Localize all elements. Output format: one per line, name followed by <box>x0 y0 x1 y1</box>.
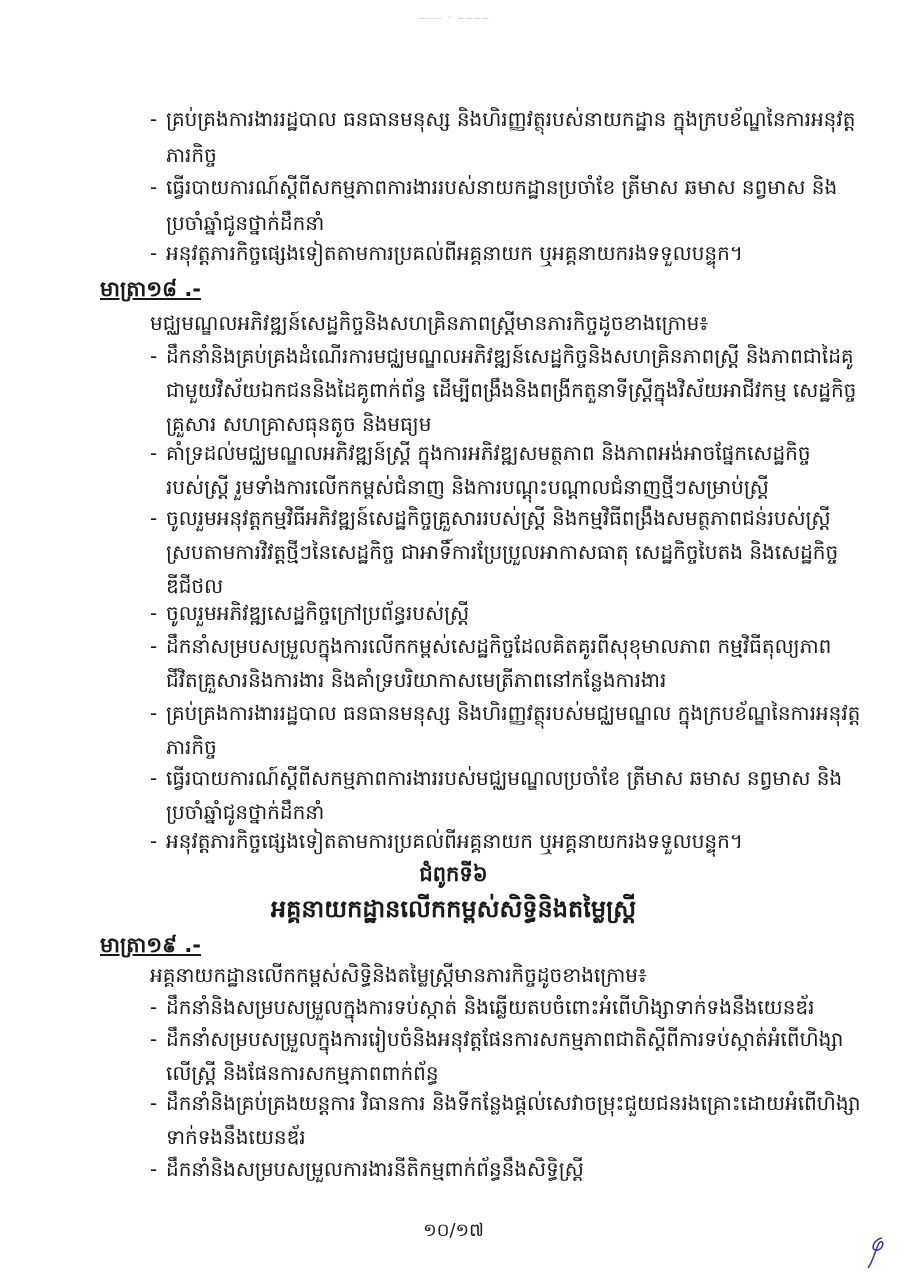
bullet-dash: - <box>150 107 158 131</box>
list-item: - ដឹកនាំនិងគ្រប់គ្រងដំណើរការមជ្ឈមណ្ឌលអភិវឌ្ឍន៍សេដ្ឋកិច្ចនិងសហគ្រិនភាពស្ត្រី និងភាពជាដៃគូ ជាមួយវិស័យឯកជននិងដៃគូពាក់ព័ន្ធ ដើម្បីពង្រឹងនិងពង្រីកតួនាទីស្ត្រីក្នុងវិស័យអាជីវកម្ម សេដ្ឋកិច្ច គ្រួសារ សហគ្រាសធុនតូច និងមធ្យម <box>150 344 857 436</box>
list-item: - ដឹកនាំសម្របសម្រួលក្នុងការលើកកម្ពស់សេដ្ឋកិច្ចដែលគិតគូរពីសុខុមាលភាព កម្មវិធីតុល្យភាព ជីវិតគ្រួសារនិងការងារ និងគាំទ្របរិយាកាសមេត្រីភាពនៅកន្លែងការងារ <box>150 634 832 692</box>
bullet-dash: - <box>150 1157 158 1181</box>
bullet-dash: - <box>150 601 158 625</box>
bullet-dash: - <box>150 506 158 530</box>
department-title: អគ្គនាយកដ្ឋានលើកកម្ពស់សិទ្ធិនិងតម្លៃស្ត្រី <box>270 895 637 923</box>
list-item: - ធ្វើរបាយការណ៍ស្តីពីសកម្មភាពការងាររបស់មជ្ឈមណ្ឌលប្រចាំខែ ត្រីមាស ឆមាស នព្វមាស និង ប្រចាំឆ្នាំជូនថ្នាក់ដឹកនាំ <box>150 766 843 824</box>
article-18-title: មាត្រា១៨ .- <box>100 277 202 301</box>
list-item: - អនុវត្តភារកិច្ចផ្សេងទៀតតាមការប្រគល់ពីអគ្គនាយក ឬអគ្គនាយករងទទួលបន្ទុក។ <box>150 241 743 265</box>
list-item: - ដឹកនាំនិងគ្រប់គ្រងយន្តការ វិធានការ និងទីកន្លែងផ្តល់សេវាចម្រុះជួយជនរងគ្រោះដោយអំពើហិង្សា ទាក់ទងនឹងយេនឌ័រ <box>150 1091 861 1149</box>
article-18-intro: មជ្ឈមណ្ឌលអភិវឌ្ឍន៍សេដ្ឋកិច្ចនិងសហគ្រិនភាពស្ត្រីមានភារកិច្ចដូចខាងក្រោម៖ <box>150 311 709 335</box>
list-item: - ដឹកនាំនិងសម្របសម្រួលការងារនីតិកម្មពាក់ព័ន្ធនឹងសិទ្ធិស្ត្រី <box>150 1157 584 1181</box>
article-19-title: មាត្រា១៩ .- <box>100 933 202 957</box>
bullet-dash: - <box>150 829 158 853</box>
bullet-dash: - <box>150 701 158 725</box>
list-item: - ដឹកនាំនិងសម្របសម្រួលក្នុងការទប់ស្កាត់ និងឆ្លើយតបចំពោះអំពើហិង្សាទាក់ទងនឹងយេនឌ័រ <box>150 995 815 1019</box>
list-item: - ចូលរួមអនុវត្តកម្មវិធីអភិវឌ្ឍន៍សេដ្ឋកិច្ចគ្រួសាររបស់ស្ត្រី និងកម្មវិធីពង្រឹងសមត្ថភាពជន់របស់ស្ត្រី ស្របតាមការវិវត្តថ្មីៗនៃសេដ្ឋកិច្ច ជាអាទិ៍ការប្រែប្រួលអាកាសធាតុ សេដ្ឋកិច្ចបៃតង និងសេដ្ឋកិច្ច ឌីជីថល <box>150 506 839 598</box>
list-item: - ធ្វើរបាយការណ៍ស្តីពីសកម្មភាពការងាររបស់នាយកដ្ឋានប្រចាំខែ ត្រីមាស ឆមាស នព្វមាស និង ប្រចាំឆ្នាំជូនថ្នាក់ដឹកនាំ <box>150 175 838 235</box>
list-item: - គ្រប់គ្រងការងាររដ្ឋបាល ធនធានមនុស្ស និងហិរញ្ញវត្ថុរបស់មជ្ឈមណ្ឌល ក្នុងក្របខ័ណ្ឌនៃការអនុវត្ត ភារកិច្ច <box>150 701 861 759</box>
chapter-title: ជំពូកទី៦ <box>419 862 488 886</box>
bullet-dash: - <box>150 441 158 465</box>
bullet-dash: - <box>150 241 158 265</box>
bullet-dash: - <box>150 175 158 199</box>
list-item: - ចូលរួមអភិវឌ្ឍសេដ្ឋកិច្ចក្រៅប្រព័ន្ធរបស់ស្ត្រី <box>150 601 470 625</box>
faint-header: ––– · –––– <box>417 8 490 27</box>
list-item: - គាំទ្រដល់មជ្ឈមណ្ឌលអភិវឌ្ឍន៍ស្ត្រី ក្នុងការអភិវឌ្ឍសមត្ថភាព និងភាពអង់អាចផ្នែកសេដ្ឋកិច្ច របស់ស្ត្រី រួមទាំងការលើកកម្ពស់ជំនាញ និងការបណ្តុះបណ្តាលជំនាញថ្មីៗសម្រាប់ស្ត្រី <box>150 441 811 499</box>
bullet-dash: - <box>150 634 158 658</box>
list-item: - ដឹកនាំសម្របសម្រួលក្នុងការរៀបចំនិងអនុវត្តផែនការសកម្មភាពជាតិស្តីពីការទប់ស្កាត់អំពើហិង្សា លើស្ត្រី និងផែនការសកម្មភាពពាក់ព័ន្ធ <box>150 1027 844 1085</box>
list-item: - អនុវត្តភារកិច្ចផ្សេងទៀតតាមការប្រគល់ពីអគ្គនាយក ឬអគ្គនាយករងទទួលបន្ទុក។ <box>150 829 743 853</box>
bullet-dash: - <box>150 1091 158 1115</box>
bullet-dash: - <box>150 766 158 790</box>
bullet-dash: - <box>150 1027 158 1051</box>
list-item: - គ្រប់គ្រងការងាររដ្ឋបាល ធនធានមនុស្ស និងហិរញ្ញវត្ថុរបស់នាយកដ្ឋាន ក្នុងក្របខ័ណ្ឌនៃការអនុវត្ត ភារកិច្ច <box>150 107 856 167</box>
bullet-dash: - <box>150 995 158 1019</box>
article-19-intro: អគ្គនាយកដ្ឋានលើកកម្ពស់សិទ្ធិនិងតម្លៃស្ត្រីមានភារកិច្ចដូចខាងក្រោម៖ <box>150 963 647 987</box>
signature-mark <box>862 1232 892 1272</box>
bullet-dash: - <box>150 344 158 368</box>
page-number: ១០/១៧ <box>423 1220 484 1241</box>
